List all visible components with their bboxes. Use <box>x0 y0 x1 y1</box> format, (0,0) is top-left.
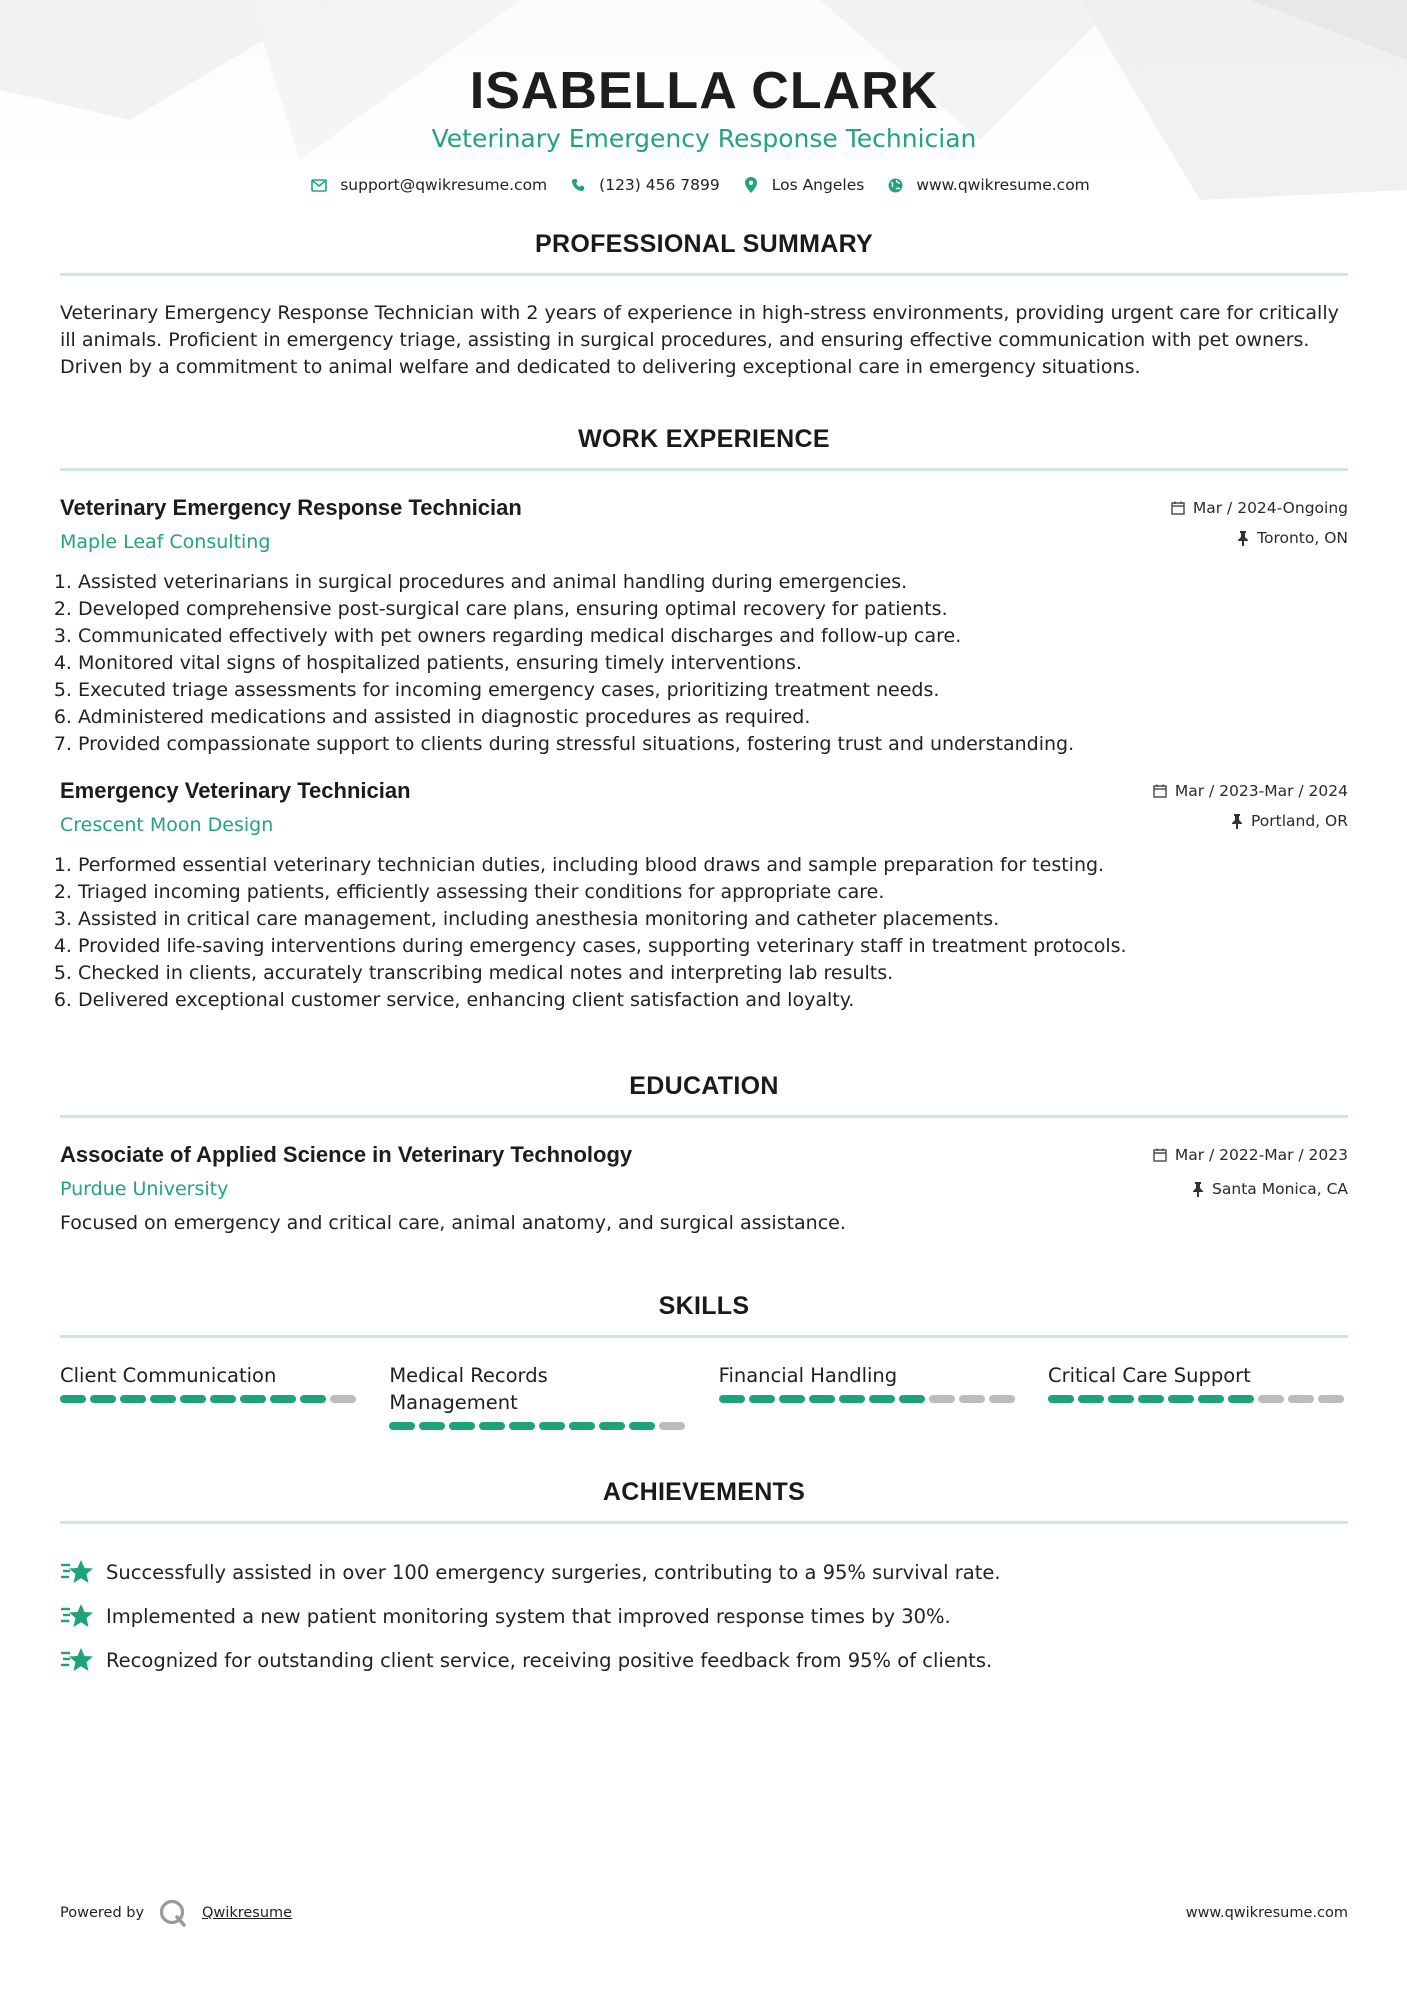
education-heading: EDUCATION <box>60 1072 1348 1118</box>
skill-name: Critical Care Support <box>1047 1364 1251 1387</box>
calendar-icon <box>1153 1148 1167 1162</box>
pushpin-icon <box>1231 814 1243 829</box>
achievement-text: Successfully assisted in over 100 emergency surgeries, contributing to a 95% survival rate. <box>106 1560 1001 1584</box>
skill-segment-filled <box>809 1395 835 1403</box>
job-responsibilities <box>60 569 1348 758</box>
list-item: 6. Administered medications and assisted in diagnostic procedures as required. <box>78 704 1348 731</box>
skill-level-bar <box>719 1395 1019 1403</box>
skill-segment-filled <box>1078 1395 1104 1403</box>
contact-phone[interactable] <box>569 176 720 194</box>
skill-level-bar <box>1048 1395 1348 1403</box>
education-meta <box>1153 1146 1348 1198</box>
skill-segment-filled <box>569 1422 595 1430</box>
skill-segment-filled <box>479 1422 505 1430</box>
list-item: 5. Checked in clients, accurately transcribing medical notes and interpreting lab results. <box>78 960 1348 987</box>
job-title: Veterinary Emergency Response Technician <box>60 495 522 520</box>
contact-email[interactable] <box>310 176 547 194</box>
summary-text: Veterinary Emergency Response Technician with 2 years of experience in high-stress environments, providing urgent care for critically ill animals. Proficient in emergency triage, assisting in surgical procedures, and ensuring effective communication with pet owners. Driven by a commitment to animal welfare and dedicated to delivering exceptional care in emergency situations. <box>60 302 1339 378</box>
achievement-text: Implemented a new patient monitoring system that improved response times by 30%. <box>106 1604 951 1628</box>
skill-segment-empty <box>1318 1395 1344 1403</box>
skill-segment-filled <box>509 1422 535 1430</box>
skill-name: Financial Handling <box>718 1364 898 1387</box>
resume-header <box>60 0 1348 194</box>
skill-segment-empty <box>959 1395 985 1403</box>
education-section <box>60 1072 1348 1234</box>
education-dates: Mar / 2022-Mar / 2023 <box>1174 1146 1348 1164</box>
list-item: 2. Developed comprehensive post-surgical care plans, ensuring optimal recovery for patients. <box>78 596 1348 623</box>
skill-segment-filled <box>90 1395 116 1403</box>
job-dates: Mar / 2024-Ongoing <box>1192 499 1348 517</box>
achievement-item <box>60 1638 1348 1682</box>
skill-level-bar <box>60 1395 360 1403</box>
education-location: Santa Monica, CA <box>1212 1180 1348 1198</box>
skill-name: Medical Records Management <box>389 1364 548 1414</box>
skill-segment-filled <box>449 1422 475 1430</box>
skill-segment-filled <box>749 1395 775 1403</box>
contact-bar <box>60 176 1348 194</box>
skill-segment-filled <box>1138 1395 1164 1403</box>
job-responsibilities <box>60 852 1348 1014</box>
skill-segment-empty <box>1258 1395 1284 1403</box>
star-icon <box>60 1601 94 1631</box>
skill-segment-filled <box>719 1395 745 1403</box>
list-item: 3. Assisted in critical care management, including anesthesia monitoring and catheter placements. <box>78 906 1348 933</box>
list-item: 4. Provided life-saving interventions during emergency cases, supporting veterinary staff in treatment protocols. <box>78 933 1348 960</box>
skill-item <box>719 1362 1019 1430</box>
job-dates: Mar / 2023-Mar / 2024 <box>1174 782 1348 800</box>
skill-segment-filled <box>300 1395 326 1403</box>
skill-segment-filled <box>180 1395 206 1403</box>
job-location: Toronto, ON <box>1257 529 1348 547</box>
skill-segment-empty <box>330 1395 356 1403</box>
calendar-icon <box>1153 784 1167 798</box>
job-entry-2 <box>60 778 1348 1014</box>
globe-icon <box>886 178 904 193</box>
skill-segment-filled <box>1048 1395 1074 1403</box>
contact-website-text: www.qwikresume.com <box>916 176 1090 194</box>
star-icon <box>60 1645 94 1675</box>
job-company: Crescent Moon Design <box>60 814 274 836</box>
list-item: 3. Communicated effectively with pet owners regarding medical discharges and follow-up care. <box>78 623 1348 650</box>
map-pin-icon <box>742 177 760 193</box>
skill-segment-filled <box>599 1422 625 1430</box>
skill-segment-filled <box>210 1395 236 1403</box>
skill-segment-filled <box>779 1395 805 1403</box>
job-entry-1 <box>60 495 1348 758</box>
skill-segment-filled <box>539 1422 565 1430</box>
skill-segment-filled <box>240 1395 266 1403</box>
summary-heading: PROFESSIONAL SUMMARY <box>60 230 1348 276</box>
skill-segment-empty <box>989 1395 1015 1403</box>
skill-segment-filled <box>1168 1395 1194 1403</box>
skill-segment-empty <box>659 1422 685 1430</box>
candidate-name: ISABELLA CLARK <box>469 62 939 120</box>
phone-icon <box>569 178 587 192</box>
star-icon <box>60 1557 94 1587</box>
contact-location <box>742 176 865 194</box>
skill-segment-empty <box>1288 1395 1314 1403</box>
achievement-item <box>60 1550 1348 1594</box>
qwikresume-logo-icon <box>158 1898 188 1928</box>
mail-icon <box>310 179 328 192</box>
achievements-heading: ACHIEVEMENTS <box>60 1478 1348 1524</box>
skill-segment-filled <box>899 1395 925 1403</box>
experience-heading: WORK EXPERIENCE <box>60 425 1348 471</box>
skill-level-bar <box>389 1422 689 1430</box>
school-name: Purdue University <box>60 1178 229 1200</box>
job-meta-2 <box>1153 782 1348 830</box>
job-meta-1 <box>1171 499 1348 547</box>
footer-branding <box>60 1898 292 1928</box>
skill-segment-filled <box>150 1395 176 1403</box>
skills-section <box>60 1292 1348 1430</box>
page-footer <box>60 1898 1348 1928</box>
education-entry <box>60 1142 1348 1234</box>
skill-segment-filled <box>120 1395 146 1403</box>
skill-segment-filled <box>1228 1395 1254 1403</box>
pushpin-icon <box>1237 531 1249 546</box>
footer-website-link[interactable]: www.qwikresume.com <box>1185 1905 1348 1921</box>
achievements-list <box>60 1550 1348 1682</box>
achievement-item <box>60 1594 1348 1638</box>
contact-location-text: Los Angeles <box>771 176 865 194</box>
job-company: Maple Leaf Consulting <box>60 531 271 553</box>
list-item: 1. Performed essential veterinary technician duties, including blood draws and sample preparation for testing. <box>78 852 1348 879</box>
education-description: Focused on emergency and critical care, animal anatomy, and surgical assistance. <box>60 1212 846 1234</box>
skill-item <box>1048 1362 1348 1430</box>
achievement-text: Recognized for outstanding client service, receiving positive feedback from 95% of clients. <box>106 1648 993 1672</box>
contact-website[interactable] <box>886 176 1089 194</box>
skills-grid <box>60 1362 1348 1430</box>
degree-title: Associate of Applied Science in Veterinary Technology <box>60 1142 633 1167</box>
skill-segment-filled <box>1198 1395 1224 1403</box>
skill-segment-filled <box>869 1395 895 1403</box>
achievements-section <box>60 1478 1348 1682</box>
candidate-headline: Veterinary Emergency Response Technician <box>431 124 977 153</box>
calendar-icon <box>1171 501 1185 515</box>
skill-segment-filled <box>389 1422 415 1430</box>
list-item: 6. Delivered exceptional customer service, enhancing client satisfaction and loyalty. <box>78 987 1348 1014</box>
skill-segment-empty <box>929 1395 955 1403</box>
skill-segment-filled <box>270 1395 296 1403</box>
skill-name: Client Communication <box>60 1364 277 1387</box>
list-item: 7. Provided compassionate support to clients during stressful situations, fostering trust and understanding. <box>78 731 1348 758</box>
skill-item <box>60 1362 360 1430</box>
job-title: Emergency Veterinary Technician <box>60 778 411 803</box>
skill-segment-filled <box>1108 1395 1134 1403</box>
skill-item <box>389 1362 689 1430</box>
list-item: 1. Assisted veterinarians in surgical procedures and animal handling during emergencies. <box>78 569 1348 596</box>
skill-segment-filled <box>839 1395 865 1403</box>
job-location: Portland, OR <box>1250 812 1348 830</box>
skill-segment-filled <box>60 1395 86 1403</box>
skill-segment-filled <box>419 1422 445 1430</box>
pushpin-icon <box>1192 1182 1204 1197</box>
list-item: 4. Monitored vital signs of hospitalized patients, ensuring timely interventions. <box>78 650 1348 677</box>
qwikresume-link[interactable]: Qwikresume <box>202 1905 293 1921</box>
skill-segment-filled <box>629 1422 655 1430</box>
skills-heading: SKILLS <box>60 1292 1348 1338</box>
powered-by-label: Powered by <box>60 1905 145 1921</box>
contact-email-text: support@qwikresume.com <box>340 176 548 194</box>
list-item: 2. Triaged incoming patients, efficiently assessing their conditions for appropriate care. <box>78 879 1348 906</box>
contact-phone-text: (123) 456 7899 <box>599 176 720 194</box>
summary-section <box>60 230 1348 381</box>
list-item: 5. Executed triage assessments for incoming emergency cases, prioritizing treatment needs. <box>78 677 1348 704</box>
experience-section <box>60 425 1348 1014</box>
